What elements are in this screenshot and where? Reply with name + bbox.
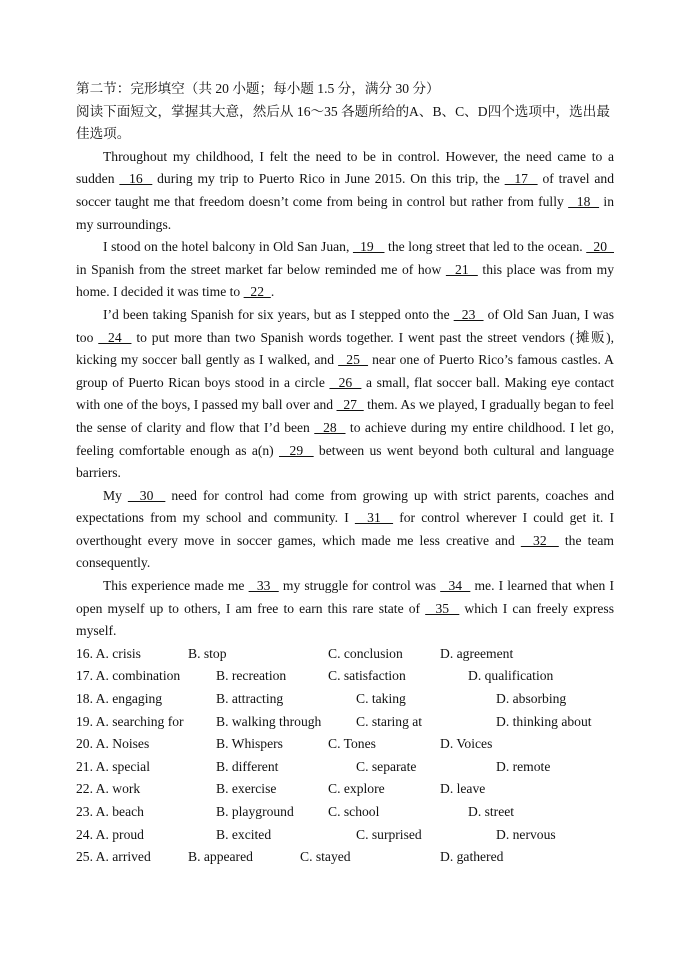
option-d: D. leave <box>440 781 486 797</box>
option-a: 17. A. combination <box>76 668 181 684</box>
option-b: B. walking through <box>216 713 322 729</box>
passage-text: in my surroundings. <box>76 193 614 232</box>
passage-text: during my trip to Puerto Rico in June 2015. On this trip, the <box>152 171 505 187</box>
question-row <box>76 711 614 734</box>
answer-blank: 22 <box>243 284 271 300</box>
passage-text: I’d been taking Spanish for six years, but as I stepped onto the <box>103 306 454 322</box>
option-c: C. Tones <box>328 736 376 752</box>
options-list <box>76 643 614 869</box>
paragraph <box>76 575 614 643</box>
option-b: B. appeared <box>188 849 253 865</box>
option-a: 16. A. crisis <box>76 645 141 661</box>
option-c: C. conclusion <box>328 645 403 661</box>
exam-page <box>76 78 614 869</box>
question-row <box>76 733 614 756</box>
option-c: C. school <box>328 804 380 819</box>
passage-text: Throughout my childhood, I felt the need to be in control. However, the need came to a sudden <box>76 148 614 187</box>
option-a: 22. A. work <box>76 781 141 797</box>
question-row <box>76 778 614 801</box>
instructions: 阅读下面短文，掌握其大意，然后从 16～35 各题所给的A、B、C、D四个选项中，选出最佳选项。 <box>76 103 610 142</box>
answer-blank: 17 <box>504 171 538 187</box>
answer-blank: 28 <box>314 419 346 435</box>
option-a: 23. A. beach <box>76 804 144 819</box>
answer-blank: 34 <box>440 578 471 594</box>
option-c: C. satisfaction <box>328 668 406 684</box>
paragraph <box>76 304 614 485</box>
option-d: D. street <box>468 804 515 819</box>
passage-text: need for control had come from growing up with strict parents, coaches and expectations from my school and community. I <box>76 487 615 526</box>
passage-text: this place was from my home. I decided it was time to <box>76 261 615 300</box>
question-row <box>76 824 614 847</box>
answer-blank: 16 <box>119 171 153 187</box>
option-a: 25. A. arrived <box>76 849 151 865</box>
passage-text: the team consequently. <box>76 532 614 571</box>
option-d: D. agreement <box>440 645 514 661</box>
answer-blank: 26 <box>329 374 362 390</box>
option-c: C. staring at <box>356 713 423 729</box>
passage-text: me. I learned that when I open myself up to others, I am free to earn this rare state of <box>76 578 615 616</box>
answer-blank: 31 <box>354 510 394 526</box>
passage-text: of Old San Juan, I was too <box>76 306 614 345</box>
question-row <box>76 643 614 666</box>
option-d: D. thinking about <box>496 713 592 729</box>
passage-text: My <box>103 487 128 503</box>
option-d: D. absorbing <box>496 691 567 707</box>
option-c: C. stayed <box>300 849 351 865</box>
question-row <box>76 846 614 869</box>
answer-blank: 32 <box>520 532 559 548</box>
answer-blank: 18 <box>568 193 600 209</box>
answer-blank: 20 <box>586 239 614 255</box>
answer-blank: 33 <box>248 578 279 594</box>
answer-blank: 30 <box>127 487 166 503</box>
option-b: B. different <box>216 758 279 774</box>
option-d: D. remote <box>496 758 551 774</box>
passage-text: for control wherever I could get it. I overthought every move in soccer games, which made me less creative and <box>76 510 615 548</box>
option-d: D. Voices <box>440 736 493 752</box>
option-a: 21. A. special <box>76 758 150 774</box>
option-b: B. playground <box>216 804 294 819</box>
question-row <box>76 801 614 824</box>
option-d: D. qualification <box>468 668 554 684</box>
answer-blank: 19 <box>352 239 385 255</box>
option-b: B. exercise <box>216 781 277 797</box>
passage-text: my struggle for control was <box>278 578 441 594</box>
option-d: D. nervous <box>496 826 556 842</box>
passage-text: This experience made me <box>103 578 249 594</box>
passage-text: the long street that led to the ocean. <box>384 239 587 255</box>
passage-text: I stood on the hotel balcony in Old San Juan, <box>103 239 353 255</box>
option-d: D. gathered <box>440 849 504 865</box>
answer-blank: 24 <box>98 329 132 345</box>
passage-text: in Spanish from the street market far below reminded me of how <box>76 261 446 277</box>
answer-blank: 23 <box>453 306 484 322</box>
option-a: 24. A. proud <box>76 826 144 842</box>
answer-blank: 21 <box>445 261 478 277</box>
option-c: C. taking <box>356 691 406 707</box>
answer-blank: 35 <box>425 600 460 616</box>
paragraph <box>76 485 614 575</box>
option-a: 20. A. Noises <box>76 736 150 752</box>
answer-blank: 25 <box>338 352 369 368</box>
option-b: B. recreation <box>216 668 287 684</box>
option-a: 18. A. engaging <box>76 691 163 707</box>
passage-text: of travel and soccer taught me that freedom doesn’t come from being in control but rather from fully <box>76 171 615 209</box>
section-heading: 第二节：完形填空（共 20 小题；每小题 1.5 分，满分 30 分） <box>76 81 440 96</box>
passage-text: between us went beyond both cultural and language barriers. <box>76 442 614 481</box>
option-b: B. Whispers <box>216 736 283 752</box>
answer-blank: 27 <box>336 397 364 413</box>
passage-text: near one of Puerto Rico’s famous castles. A group of Puerto Rican boys stood in a circle <box>76 352 615 390</box>
passage-text: them. As we played, I gradually began to feel the sense of clarity and flow that I’d been <box>76 397 614 435</box>
passage <box>76 146 614 643</box>
option-b: B. excited <box>216 826 272 842</box>
passage-text: to put more than two Spanish words together. I went past the street vendors (摊贩), kicking my soccer ball gently as I walked, and <box>76 329 614 368</box>
question-row <box>76 756 614 779</box>
option-c: C. explore <box>328 781 385 797</box>
passage-text: which I can freely express myself. <box>76 600 614 639</box>
passage-text: . <box>270 284 275 300</box>
paragraph <box>76 236 614 304</box>
option-a: 19. A. searching for <box>76 713 184 729</box>
passage-text: a small, flat soccer ball. Making eye contact with one of the boys, I passed my ball over and <box>76 374 614 413</box>
question-row <box>76 688 614 711</box>
paragraph <box>76 146 614 236</box>
option-b: B. attracting <box>216 691 284 707</box>
passage-text: to achieve during my entire childhood. I let go, feeling comfortable enough as a(n) <box>76 419 614 458</box>
option-b: B. stop <box>188 645 227 661</box>
question-row <box>76 665 614 688</box>
option-c: C. surprised <box>356 826 422 842</box>
option-c: C. separate <box>356 758 417 774</box>
answer-blank: 29 <box>278 442 314 458</box>
